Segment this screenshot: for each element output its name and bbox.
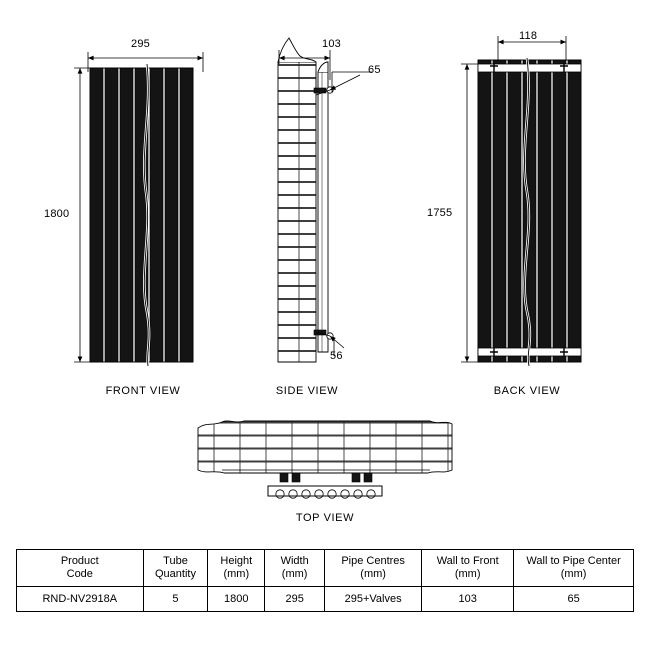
header-width: Width (mm) (265, 550, 325, 587)
header-tube-quantity: Tube Quantity (143, 550, 208, 587)
header-wall-to-front: Wall to Front (mm) (422, 550, 514, 587)
side-view-group (278, 38, 372, 362)
cell-pipe-centres: 295+Valves (325, 587, 422, 612)
cell-height: 1800 (208, 587, 265, 612)
cell-product-code: RND-NV2918A (17, 587, 144, 612)
header-wall-to-pipe-center: Wall to Pipe Center (mm) (514, 550, 634, 587)
cell-wall-to-pipe-center: 65 (514, 587, 634, 612)
cell-width: 295 (265, 587, 325, 612)
header-height: Height (mm) (208, 550, 265, 587)
cell-tube-quantity: 5 (143, 587, 208, 612)
front-view-label: FRONT VIEW (105, 385, 181, 397)
table-header-row (17, 550, 634, 587)
top-view-group (198, 421, 452, 498)
back-width-dimension: 118 (519, 30, 538, 42)
header-pipe-centres: Pipe Centres (mm) (325, 550, 422, 587)
side-depth-dimension: 103 (322, 38, 341, 50)
side-view-label: SIDE VIEW (275, 385, 339, 397)
table-row (17, 587, 634, 612)
back-view-group (461, 36, 581, 366)
front-height-dimension: 1800 (44, 208, 70, 220)
side-bottom-pipe-dimension: 56 (330, 350, 343, 362)
back-height-dimension: 1755 (427, 207, 453, 219)
top-view-label: TOP VIEW (295, 512, 355, 524)
front-view-group (74, 52, 203, 366)
spec-table (16, 549, 634, 612)
back-view-label: BACK VIEW (493, 385, 561, 397)
front-width-dimension: 295 (131, 38, 150, 50)
cell-wall-to-front: 103 (422, 587, 514, 612)
header-product-code: Product Code (17, 550, 144, 587)
side-top-pipe-dimension: 65 (368, 64, 381, 76)
